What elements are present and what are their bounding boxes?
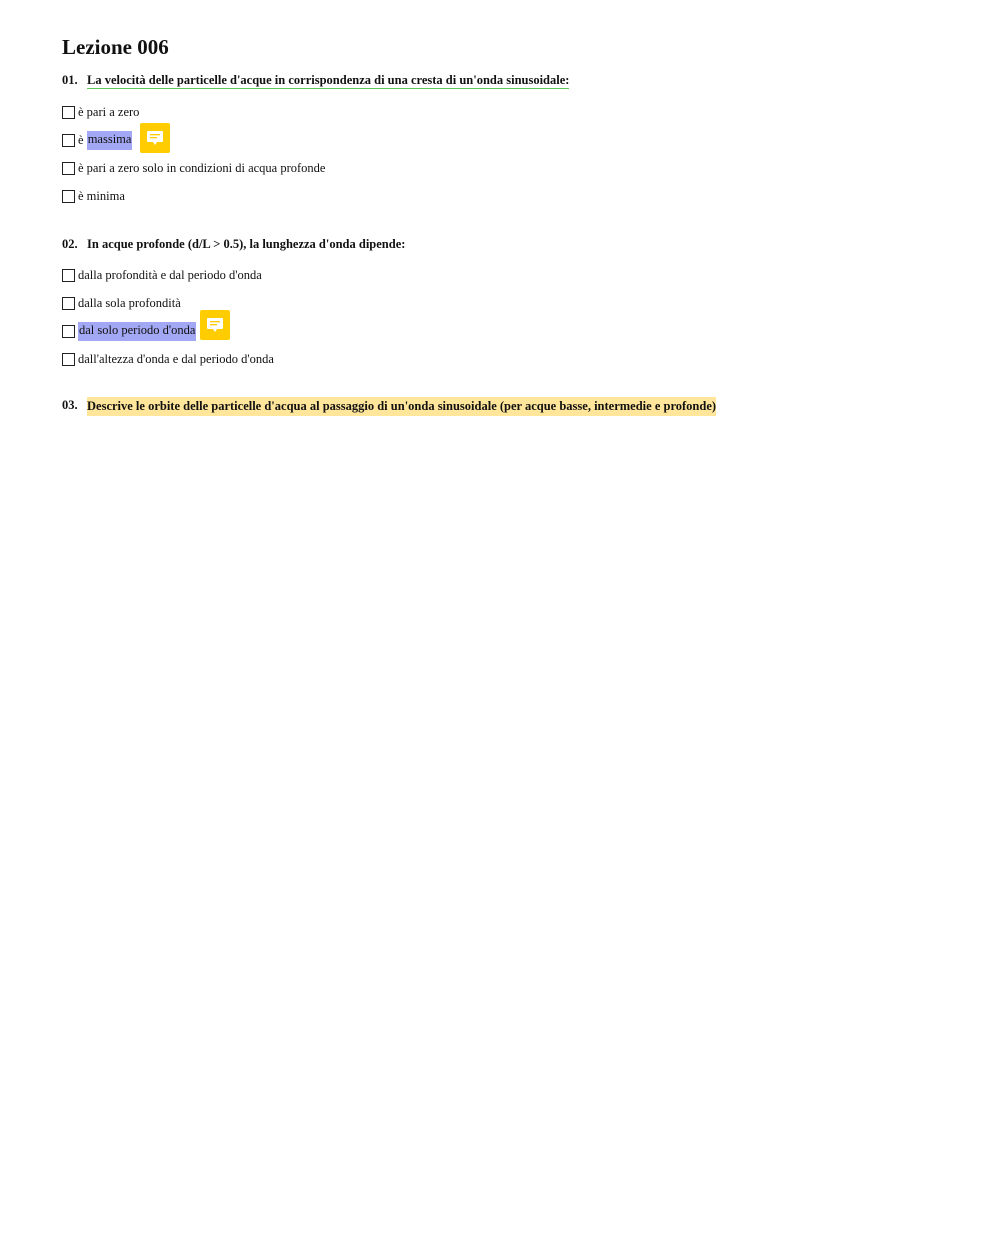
option-label: dall'altezza d'onda e dal periodo d'onda	[78, 351, 274, 366]
option-checkbox[interactable]	[62, 325, 75, 338]
question-number: 01.	[62, 73, 78, 87]
question-02	[62, 236, 960, 252]
option-checkbox[interactable]	[62, 162, 75, 175]
document-page	[62, 34, 960, 416]
option-item	[62, 98, 960, 126]
question-text: La velocità delle particelle d'acque in corrispondenza di una cresta di un'onda sinusoidale:	[87, 73, 570, 87]
option-label-prefix: è	[78, 132, 87, 147]
option-item	[62, 317, 960, 345]
question-text: In acque profonde (d/L > 0.5), la lunghezza d'onda dipende:	[87, 237, 406, 251]
option-item	[62, 345, 960, 373]
question-02-options	[62, 261, 960, 373]
option-item	[62, 154, 960, 182]
option-checkbox[interactable]	[62, 190, 75, 203]
option-label: è pari a zero	[78, 104, 140, 119]
option-item	[62, 289, 960, 317]
option-checkbox[interactable]	[62, 353, 75, 366]
option-label: è pari a zero solo in condizioni di acqua profonde	[78, 160, 326, 175]
option-checkbox[interactable]	[62, 269, 75, 282]
option-item	[62, 261, 960, 289]
comment-note-icon-glyph	[206, 316, 224, 334]
option-checkbox[interactable]	[62, 106, 75, 119]
question-number: 02.	[62, 237, 78, 251]
comment-note-icon[interactable]	[140, 123, 170, 153]
highlighted-option-label: dal solo periodo d'onda	[78, 322, 196, 341]
question-number: 03.	[62, 398, 78, 412]
option-item	[62, 182, 960, 210]
question-01-options	[62, 98, 960, 210]
option-label: dalla sola profondità	[78, 295, 181, 310]
option-label: è minima	[78, 188, 125, 203]
question-01	[62, 72, 960, 89]
comment-note-icon-glyph	[146, 129, 164, 147]
option-checkbox[interactable]	[62, 297, 75, 310]
question-03	[62, 397, 960, 416]
comment-note-icon[interactable]	[200, 310, 230, 340]
question-text-highlighted: Descrive le orbite delle particelle d'acqua al passaggio di un'onda sinusoidale (per acque basse, intermedie e profonde)	[87, 397, 716, 416]
option-label: dalla profondità e dal periodo d'onda	[78, 267, 262, 282]
option-item	[62, 126, 960, 154]
option-checkbox[interactable]	[62, 134, 75, 147]
highlighted-option-label: massima	[87, 131, 133, 150]
page-title: Lezione 006	[62, 35, 169, 59]
